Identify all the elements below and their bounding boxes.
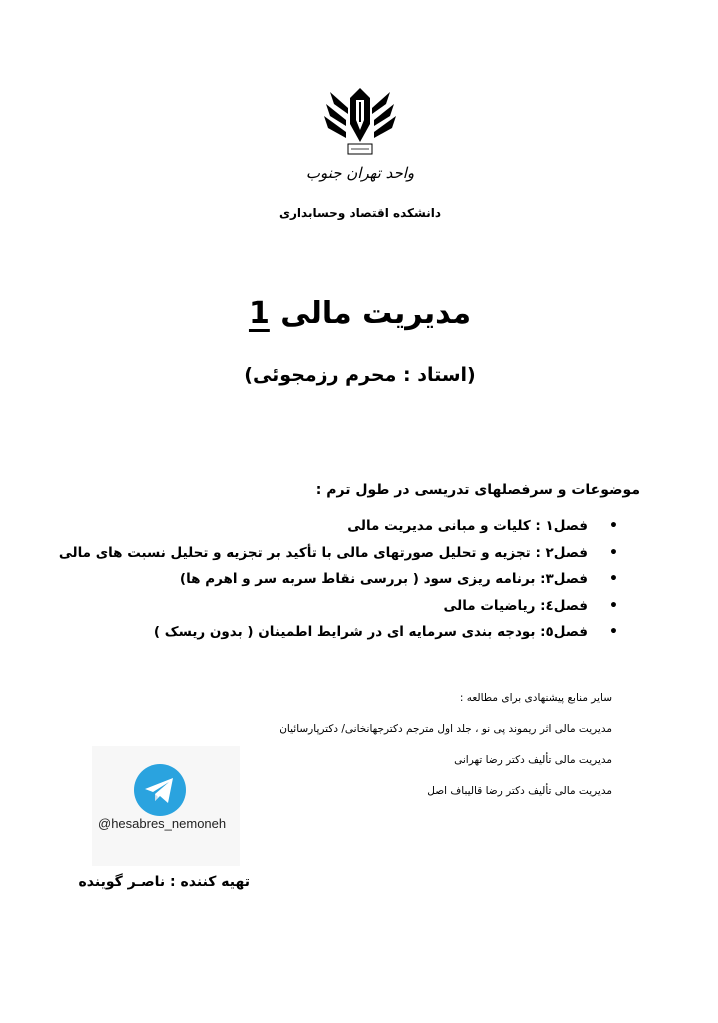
campus-name: واحد تهران جنوب (305, 164, 415, 182)
chapter-list (18, 513, 618, 646)
chapter-item: • فصل٤: ریاضیات مالی (18, 593, 618, 620)
reference-item: مدیریت مالی اثر ریموند پی نو ، جلد اول مترجم دکترجهانخانی/ دکترپارسائیان (279, 723, 612, 735)
instructor-name: (استاد : محرم رزمجوئی) (244, 364, 476, 386)
reference-item: مدیریت مالی تألیف دکتر رضا قالیباف اصل (427, 785, 612, 797)
chapter-item: • فصل۲ : تجزیه و تحلیل صورتهای مالی با تأکید بر تجزیه و تحلیل نسبت های مالی (18, 540, 618, 567)
telegram-icon (133, 763, 187, 817)
telegram-card[interactable] (92, 746, 240, 866)
topics-heading: موضوعات و سرفصلهای تدریسی در طول ترم : (315, 482, 640, 498)
chapter-item: • فصل۳: برنامه ریزی سود ( بررسی نقاط سربه سر و اهرم ها) (18, 566, 618, 593)
prepared-by: تهیه کننده : ناصـر گوینده (78, 874, 250, 890)
course-title-number: 1 (248, 296, 270, 331)
chapter-item: • فصل٥: بودجه بندی سرمایه ای در شرایط اطمینان ( بدون ریسک ) (18, 619, 618, 646)
reference-item: مدیریت مالی تألیف دکتر رضا تهرانی (454, 754, 612, 766)
course-title-text: مدیریت مالی (280, 296, 472, 331)
telegram-handle: @hesabres_nemoneh (98, 816, 227, 831)
course-title (200, 296, 520, 331)
references-heading: سایر منابع پیشنهادی برای مطالعه : (459, 692, 612, 704)
chapter-item: • فصل۱ : کلیات و مبانی مدیریت مالی (18, 513, 618, 540)
university-emblem-icon (320, 84, 400, 164)
faculty-name: دانشکده اقتصاد وحسابداری (279, 206, 441, 220)
references-section (252, 688, 612, 812)
